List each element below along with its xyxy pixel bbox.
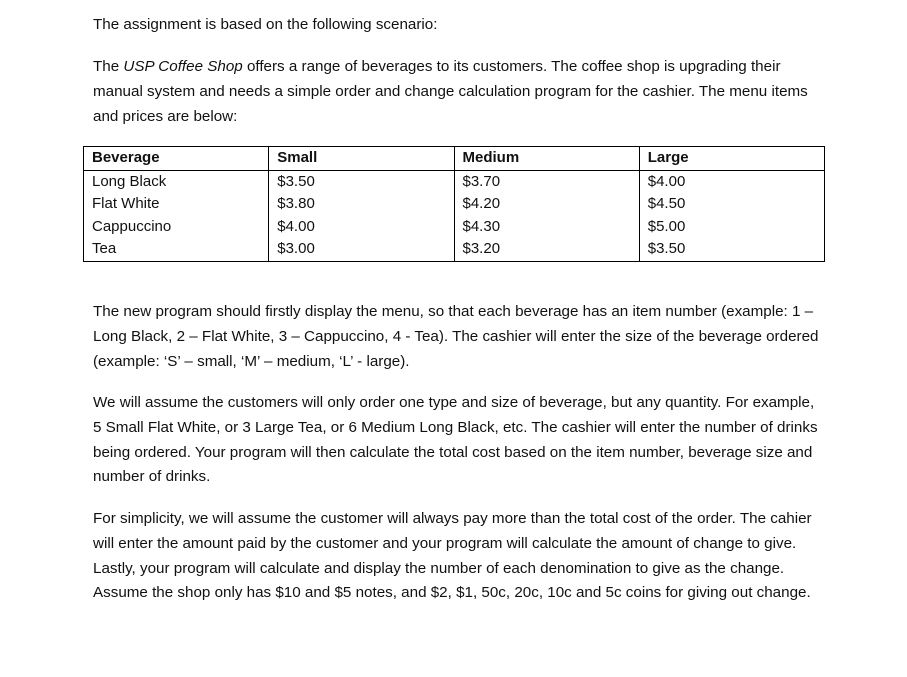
cell-small-price: $3.00 <box>269 238 454 261</box>
cell-medium-price: $3.20 <box>454 238 639 261</box>
cell-large-price: $5.00 <box>639 216 824 239</box>
table-row <box>84 193 825 216</box>
cell-small-price: $3.80 <box>269 193 454 216</box>
cell-beverage: Tea <box>84 238 269 261</box>
cell-small-price: $3.50 <box>269 170 454 193</box>
table-row <box>84 238 825 261</box>
shop-name: USP Coffee Shop <box>123 58 243 75</box>
cell-medium-price: $4.30 <box>454 216 639 239</box>
menu-price-table <box>83 146 825 262</box>
cell-medium-price: $3.70 <box>454 170 639 193</box>
table-header-row <box>84 147 825 171</box>
scenario-prefix: The <box>93 58 124 75</box>
intro-paragraph: The assignment is based on the following scenario: <box>93 16 438 33</box>
header-medium: Medium <box>454 147 639 171</box>
change-calculation-paragraph: For simplicity, we will assume the customer will always pay more than the total cost of the order. The cahier will enter the amount paid by the customer and your program will calculate the amount of change to give. Lastly, your program will calculate and display the number of each denomination to give as the change. Assume the shop only has $10 and $5 notes, and $2, $1, 50c, 20c, 10c and 5c coins for giving out change. <box>93 510 812 602</box>
cell-large-price: $3.50 <box>639 238 824 261</box>
cell-beverage: Long Black <box>84 170 269 193</box>
scenario-paragraph <box>93 55 823 129</box>
scenario-text: offers a range of beverages to its customers. The coffee shop is upgrading their manual system and needs a simple order and change calculation program for the cashier. The menu items and prices are below: <box>93 58 808 125</box>
table-row <box>84 170 825 193</box>
cell-small-price: $4.00 <box>269 216 454 239</box>
table-row <box>84 216 825 239</box>
display-menu-paragraph: The new program should firstly display the menu, so that each beverage has an item number (example: 1 – Long Black, 2 – Flat White, 3 – Cappuccino, 4 - Tea). The cashier will enter the size of the beverage ordered (example: ‘S’ – small, ‘M’ – medium, ‘L’ - large). <box>93 303 819 370</box>
cell-medium-price: $4.20 <box>454 193 639 216</box>
cell-beverage: Cappuccino <box>84 216 269 239</box>
cell-large-price: $4.00 <box>639 170 824 193</box>
header-beverage: Beverage <box>84 147 269 171</box>
cell-beverage: Flat White <box>84 193 269 216</box>
order-assumption-paragraph: We will assume the customers will only order one type and size of beverage, but any quantity. For example, 5 Small Flat White, or 3 Large Tea, or 6 Medium Long Black, etc. The cashier will enter the number of drinks being ordered. Your program will then calculate the total cost based on the item number, beverage size and number of drinks. <box>93 394 818 486</box>
header-small: Small <box>269 147 454 171</box>
cell-large-price: $4.50 <box>639 193 824 216</box>
header-large: Large <box>639 147 824 171</box>
